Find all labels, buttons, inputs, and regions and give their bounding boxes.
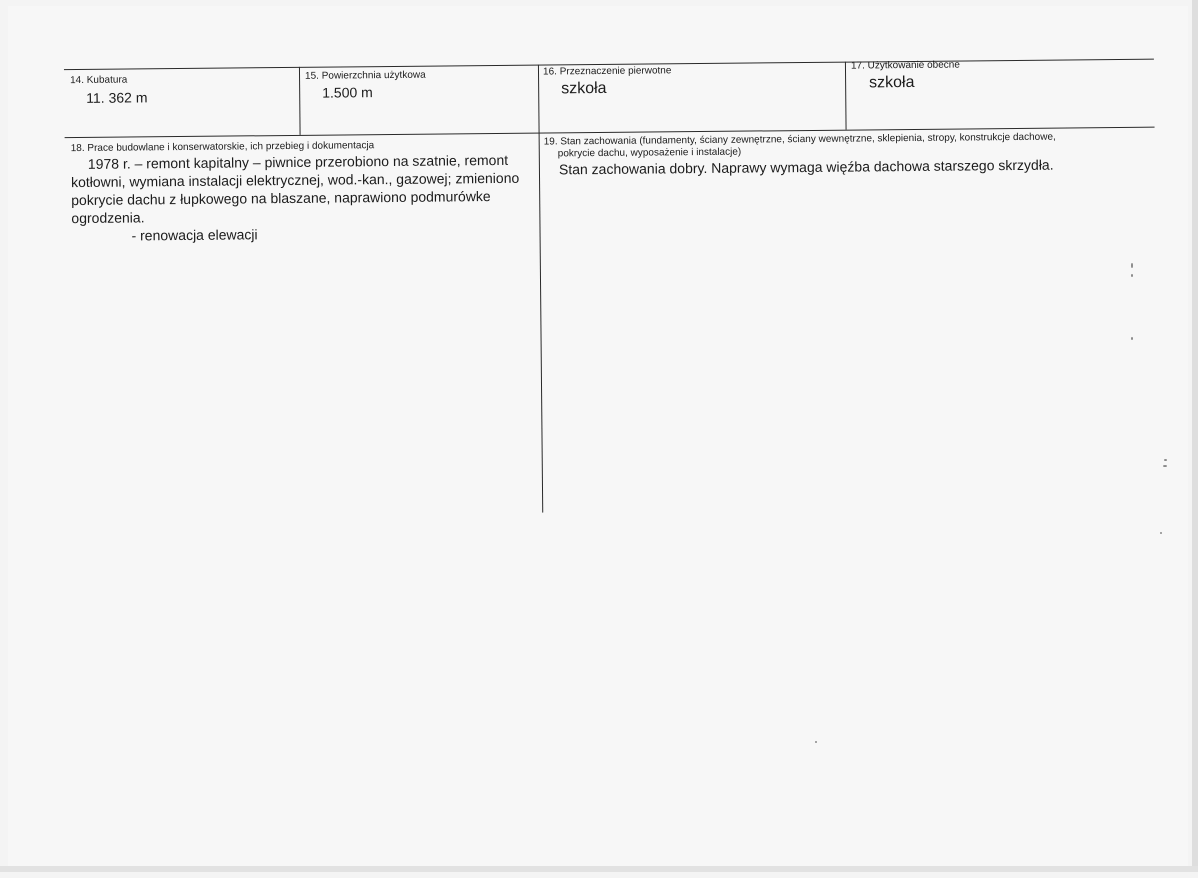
field-14-label: 14. Kubatura [70, 74, 128, 87]
field-18-line-4: ogrodzenia. [71, 209, 145, 227]
field-17-label: 17. Użytkowanie obecne [850, 59, 960, 72]
field-16-label: 16. Przeznaczenie pierwotne [542, 65, 672, 78]
field-19-label-line-1: 19. Stan zachowania (fundamenty, ściany zewnętrzne, ściany wewnętrzne, sklepienia, stropy, konstrukcje dachowe, [543, 131, 1056, 148]
scan-speck [815, 741, 817, 743]
divider-16-17 [845, 62, 847, 130]
field-15-label: 15. Powierzchnia użytkowa [304, 69, 426, 82]
scan-speck [1131, 274, 1133, 277]
scan-speck [1164, 459, 1167, 461]
scan-speck [1131, 337, 1133, 340]
field-18-extra: - renowacja elewacji [131, 226, 258, 244]
divider-14-15 [299, 67, 301, 135]
field-17-value: szkoła [869, 73, 915, 92]
field-19-value: Stan zachowania dobry. Naprawy wymaga więźba dachowa starszego skrzydła. [558, 156, 1054, 178]
field-18-label: 18. Prace budowlane i konserwatorskie, ich przebieg i dokumentacja [70, 140, 375, 155]
field-19-label-line-2: pokrycie dachu, wyposażenie i instalacje) [557, 146, 742, 160]
field-18-line-3: pokrycie dachu z łupkowego na blaszane, naprawiono podmurówke [71, 188, 491, 209]
divider-18-19 [539, 133, 544, 513]
scan-speck [1131, 263, 1133, 268]
field-18-text [71, 151, 520, 245]
field-14-value: 11. 362 m [86, 89, 148, 106]
field-18-line-2: kotłowni, wymiana instalacji elektrycznej, wod.-kan., gazowej; zmieniono [70, 169, 520, 191]
field-16-value: szkoła [561, 79, 607, 98]
divider-15-16 [538, 65, 540, 133]
scan-speck [1163, 465, 1167, 467]
field-18-line-1: 1978 r. – remont kapitalny – piwnice przerobiono na szatnie, remont [87, 151, 509, 172]
scan-speck [1160, 532, 1162, 534]
field-15-value: 1.500 m [322, 84, 373, 101]
